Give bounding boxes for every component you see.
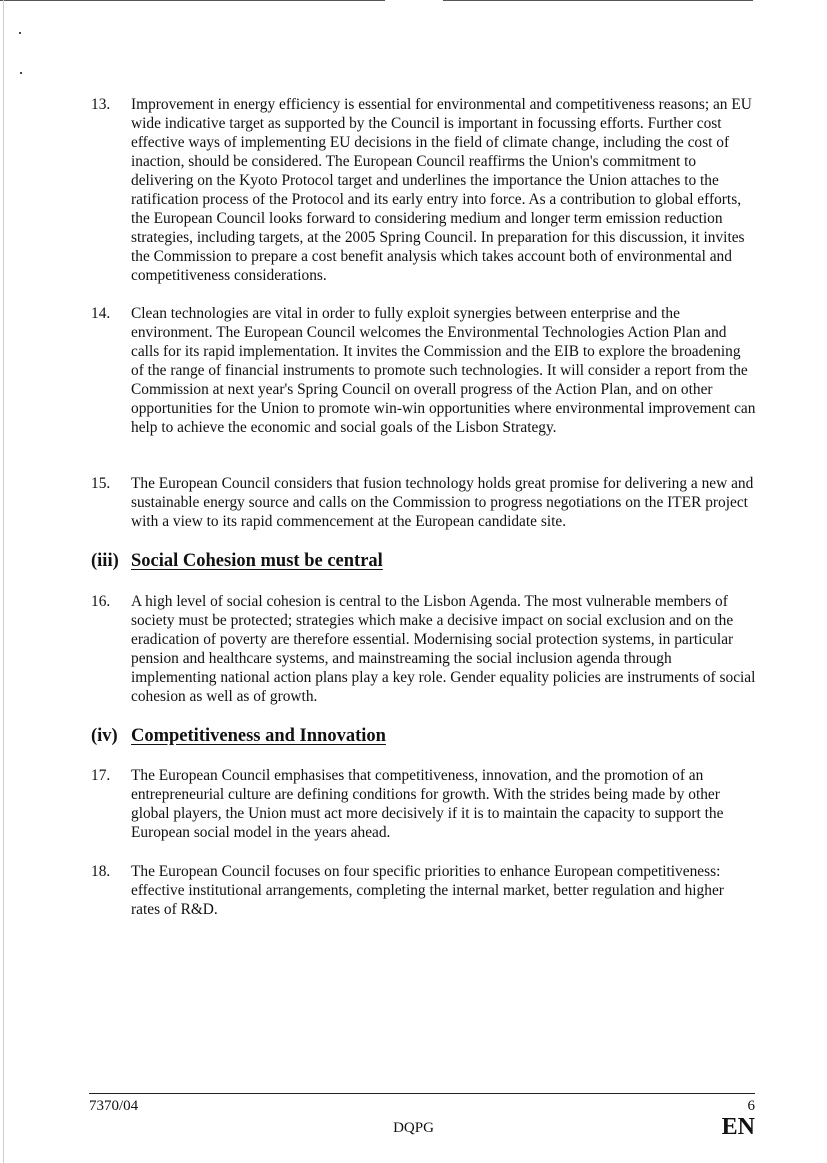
- section-number: (iii): [91, 551, 119, 571]
- paragraph-number: 15.: [91, 475, 111, 492]
- section-number: (iv): [91, 726, 118, 746]
- section-heading-competitiveness: [91, 725, 756, 747]
- paragraph-number: 17.: [91, 767, 111, 784]
- footer-language-code: EN: [721, 1114, 755, 1140]
- paragraph-16: [91, 592, 756, 706]
- paragraph-text: The European Council focuses on four specific priorities to enhance European competitiveness: effective institutional arrangements, completing the internal market, better regulation and higher rates of R&D.: [131, 863, 724, 918]
- paragraph-number: 16.: [91, 593, 111, 610]
- footer-unit-code: DQPG: [393, 1120, 434, 1136]
- paragraph-text: A high level of social cohesion is central to the Lisbon Agenda. The most vulnerable members of society must be protected; strategies which make a decisive impact on social exclusion and on the eradication of poverty are therefore essential. Modernising social protection systems, in particular pension and healthcare systems, and mainstreaming the social inclusion agenda through implementing national action plans play a key role. Gender equality policies are instruments of social cohesion as well as of growth.: [131, 593, 756, 705]
- paragraph-number: 13.: [91, 96, 111, 113]
- footer-rule: [89, 1093, 755, 1094]
- paragraph-text: The European Council emphasises that competitiveness, innovation, and the promotion of an entrepreneurial culture are defining conditions for growth. With the strides being made by other global players, the Union must act more decisively if it is to maintain the capacity to support the European social model in the years ahead.: [131, 767, 724, 841]
- paragraph-14: [91, 304, 756, 437]
- scan-speck: [20, 72, 22, 74]
- scan-left-edge: [3, 0, 4, 1163]
- section-title: Competitiveness and Innovation: [131, 726, 386, 746]
- paragraph-15: [91, 474, 756, 531]
- paragraph-number: 14.: [91, 305, 111, 322]
- paragraph-number: 18.: [91, 863, 111, 880]
- section-title: Social Cohesion must be central: [131, 551, 383, 571]
- scan-top-line-right: [443, 0, 753, 1]
- paragraph-18: [91, 862, 756, 919]
- footer-document-number: 7370/04: [89, 1098, 139, 1114]
- paragraph-text: Improvement in energy efficiency is essential for environmental and competitiveness reasons; an EU wide indicative target as supported by the Council is important in focussing efforts. Further cost effective ways of implementing EU decisions in the field of climate change, including the cost of inaction, should be considered. The European Council reaffirms the Union's commitment to delivering on the Kyoto Protocol target and underlines the importance the Union attaches to the ratification process of the Protocol and its early entry into force. As a contribution to global efforts, the European Council looks forward to considering medium and longer term emission reduction strategies, including targets, at the 2005 Spring Council. In preparation for this discussion, it invites the Commission to prepare a cost benefit analysis which takes account both of environmental and competitiveness considerations.: [131, 96, 752, 284]
- paragraph-text: Clean technologies are vital in order to fully exploit synergies between enterprise and the environment. The European Council welcomes the Environmental Technologies Action Plan and calls for its rapid implementation. It invites the Commission and the EIB to explore the broadening of the range of financial instruments to promote such technologies. It will consider a report from the Commission at next year's Spring Council on overall progress of the Action Plan, and on other opportunities for the Union to promote win-win opportunities where environmental improvement can help to achieve the economic and social goals of the Lisbon Strategy.: [131, 305, 756, 436]
- section-heading-social-cohesion: [91, 550, 756, 572]
- paragraph-text: The European Council considers that fusion technology holds great promise for delivering a new and sustainable energy source and calls on the Commission to progress negotiations on the ITER project with a view to its rapid commencement at the European candidate site.: [131, 475, 754, 530]
- footer-page-number: 6: [747, 1098, 755, 1114]
- scan-speck: [19, 32, 21, 34]
- scan-top-line-left: [0, 0, 385, 1]
- paragraph-13: [91, 95, 756, 285]
- paragraph-17: [91, 766, 756, 842]
